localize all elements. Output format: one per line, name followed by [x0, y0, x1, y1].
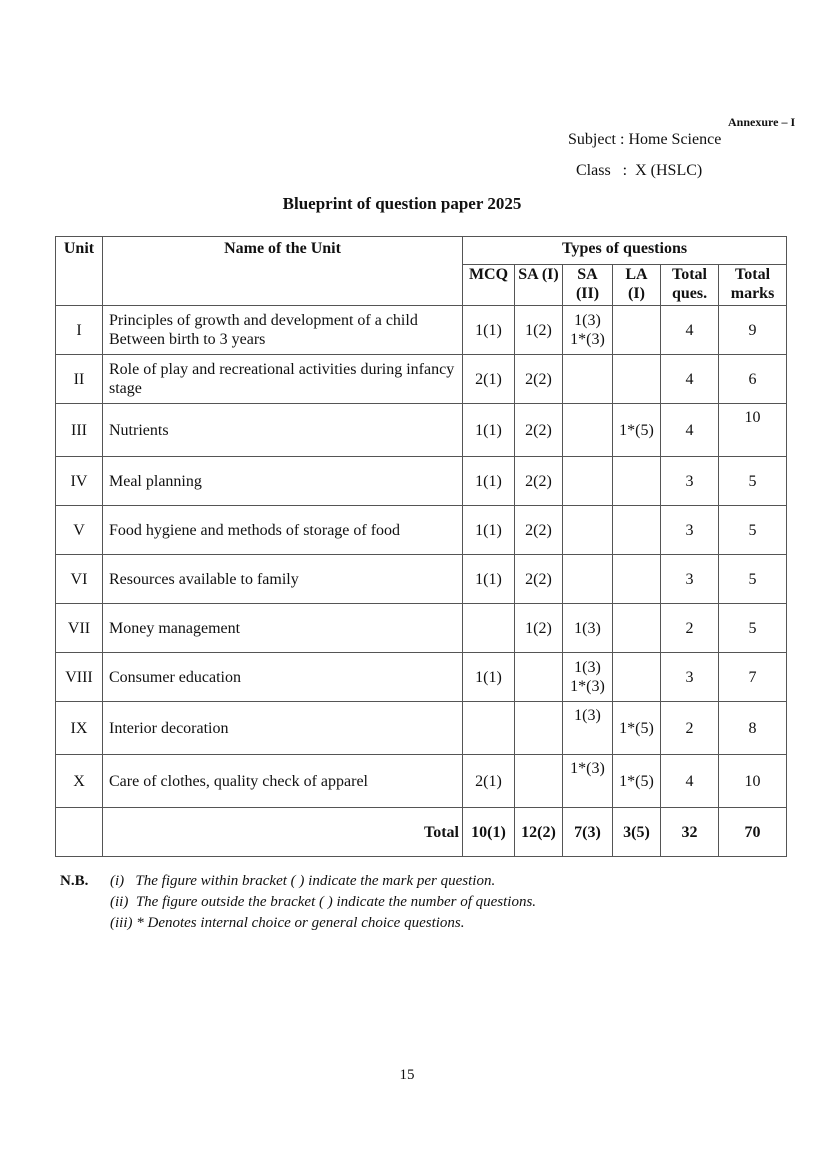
cell-sa2: 1(3): [563, 702, 613, 755]
page-title: Blueprint of question paper 2025: [282, 194, 522, 213]
cell-ques: 3: [661, 653, 719, 702]
cell-name: Money management: [103, 604, 463, 653]
total-sa1: 12(2): [515, 808, 563, 857]
cell-la: 1*(5): [613, 702, 661, 755]
cell-marks: 10: [719, 755, 787, 808]
table-row: [56, 355, 787, 404]
cell-unit: VII: [56, 604, 103, 653]
cell-sa1: [515, 702, 563, 755]
table-row: [56, 306, 787, 355]
note-item: (iii) * Denotes internal choice or general choice questions.: [110, 915, 465, 931]
cell-name: Principles of growth and development of a child Between birth to 3 years: [103, 306, 463, 355]
cell-name: Meal planning: [103, 457, 463, 506]
total-la: 3(5): [613, 808, 661, 857]
cell-sa2: 1(3): [563, 604, 613, 653]
cell-la: [613, 306, 661, 355]
cell-mcq: [463, 702, 515, 755]
cell-name: Role of play and recreational activities during infancy stage: [103, 355, 463, 404]
cell-unit: X: [56, 755, 103, 808]
table-row: [56, 404, 787, 457]
header-la: LA (I): [613, 265, 661, 306]
cell-sa1: 2(2): [515, 457, 563, 506]
cell-name: Resources available to family: [103, 555, 463, 604]
cell-ques: 2: [661, 604, 719, 653]
cell-sa2: [563, 506, 613, 555]
cell-marks: 8: [719, 702, 787, 755]
cell-ques: 2: [661, 702, 719, 755]
cell-la: [613, 506, 661, 555]
cell-sa2: [563, 404, 613, 457]
cell-unit: VIII: [56, 653, 103, 702]
cell-ques: 3: [661, 555, 719, 604]
cell-sa1: 2(2): [515, 355, 563, 404]
cell-marks: 5: [719, 457, 787, 506]
header-sa2: SA (II): [563, 265, 613, 306]
cell-sa1: 2(2): [515, 404, 563, 457]
cell-ques: 4: [661, 306, 719, 355]
table-row: [56, 604, 787, 653]
note-item: (ii) The figure outside the bracket ( ) indicate the number of questions.: [110, 894, 537, 910]
cell-mcq: 1(1): [463, 653, 515, 702]
class-label: Class : X (HSLC): [576, 162, 703, 179]
cell-sa1: [515, 755, 563, 808]
cell-unit: II: [56, 355, 103, 404]
cell-unit: IV: [56, 457, 103, 506]
table-row: [56, 653, 787, 702]
cell-sa2: [563, 555, 613, 604]
table-row: [56, 555, 787, 604]
cell-name: Food hygiene and methods of storage of food: [103, 506, 463, 555]
cell-sa2: [563, 457, 613, 506]
cell-unit: IX: [56, 702, 103, 755]
cell-mcq: 2(1): [463, 755, 515, 808]
cell-ques: 4: [661, 404, 719, 457]
cell-marks: 5: [719, 604, 787, 653]
cell-mcq: 1(1): [463, 457, 515, 506]
header-name: Name of the Unit: [103, 237, 463, 306]
table-row: [56, 755, 787, 808]
total-row: [56, 808, 787, 857]
notes-label: N.B.: [60, 873, 89, 889]
cell-sa1: 2(2): [515, 555, 563, 604]
cell-mcq: 1(1): [463, 555, 515, 604]
cell-ques: 3: [661, 457, 719, 506]
total-ques: 32: [661, 808, 719, 857]
cell-marks: 5: [719, 506, 787, 555]
cell-mcq: 1(1): [463, 506, 515, 555]
cell-sa2: [563, 355, 613, 404]
cell-mcq: 1(1): [463, 404, 515, 457]
cell-mcq: 2(1): [463, 355, 515, 404]
cell-la: [613, 604, 661, 653]
header-unit: Unit: [56, 237, 103, 306]
page-number: 15: [399, 1067, 415, 1083]
cell-marks: 6: [719, 355, 787, 404]
total-sa2: 7(3): [563, 808, 613, 857]
header-sa1: SA (I): [515, 265, 563, 306]
table-row: [56, 506, 787, 555]
blueprint-table: [55, 236, 787, 857]
cell-ques: 4: [661, 355, 719, 404]
cell-sa1: 1(2): [515, 604, 563, 653]
cell-unit: VI: [56, 555, 103, 604]
cell-mcq: 1(1): [463, 306, 515, 355]
cell-sa1: [515, 653, 563, 702]
table-row: [56, 702, 787, 755]
cell-name: Care of clothes, quality check of apparel: [103, 755, 463, 808]
cell-unit: III: [56, 404, 103, 457]
note-item: (i) The figure within bracket ( ) indicate the mark per question.: [110, 873, 496, 889]
header-total-marks: Total marks: [719, 265, 787, 306]
cell-sa2: 1(3) 1*(3): [563, 306, 613, 355]
total-mcq: 10(1): [463, 808, 515, 857]
header-types: Types of questions: [463, 237, 787, 265]
subject-label: Subject : Home Science: [568, 131, 722, 148]
cell-marks: 10: [719, 404, 787, 457]
header-mcq: MCQ: [463, 265, 515, 306]
header-total-ques: Total ques.: [661, 265, 719, 306]
cell-name: Interior decoration: [103, 702, 463, 755]
cell-la: 1*(5): [613, 755, 661, 808]
cell-la: [613, 355, 661, 404]
cell-name: Nutrients: [103, 404, 463, 457]
cell-sa2: 1*(3): [563, 755, 613, 808]
annexure-label: Annexure – I: [728, 115, 796, 129]
table-row: [56, 457, 787, 506]
cell-marks: 7: [719, 653, 787, 702]
cell-unit: I: [56, 306, 103, 355]
total-label: Total: [103, 808, 463, 857]
cell-sa1: 1(2): [515, 306, 563, 355]
cell-ques: 3: [661, 506, 719, 555]
notes: [60, 871, 536, 934]
cell-sa1: 2(2): [515, 506, 563, 555]
cell-empty: [56, 808, 103, 857]
cell-sa2: 1(3) 1*(3): [563, 653, 613, 702]
cell-la: [613, 653, 661, 702]
cell-marks: 9: [719, 306, 787, 355]
cell-unit: V: [56, 506, 103, 555]
cell-la: [613, 457, 661, 506]
cell-name: Consumer education: [103, 653, 463, 702]
cell-marks: 5: [719, 555, 787, 604]
cell-la: 1*(5): [613, 404, 661, 457]
cell-mcq: [463, 604, 515, 653]
total-marks: 70: [719, 808, 787, 857]
cell-ques: 4: [661, 755, 719, 808]
cell-la: [613, 555, 661, 604]
